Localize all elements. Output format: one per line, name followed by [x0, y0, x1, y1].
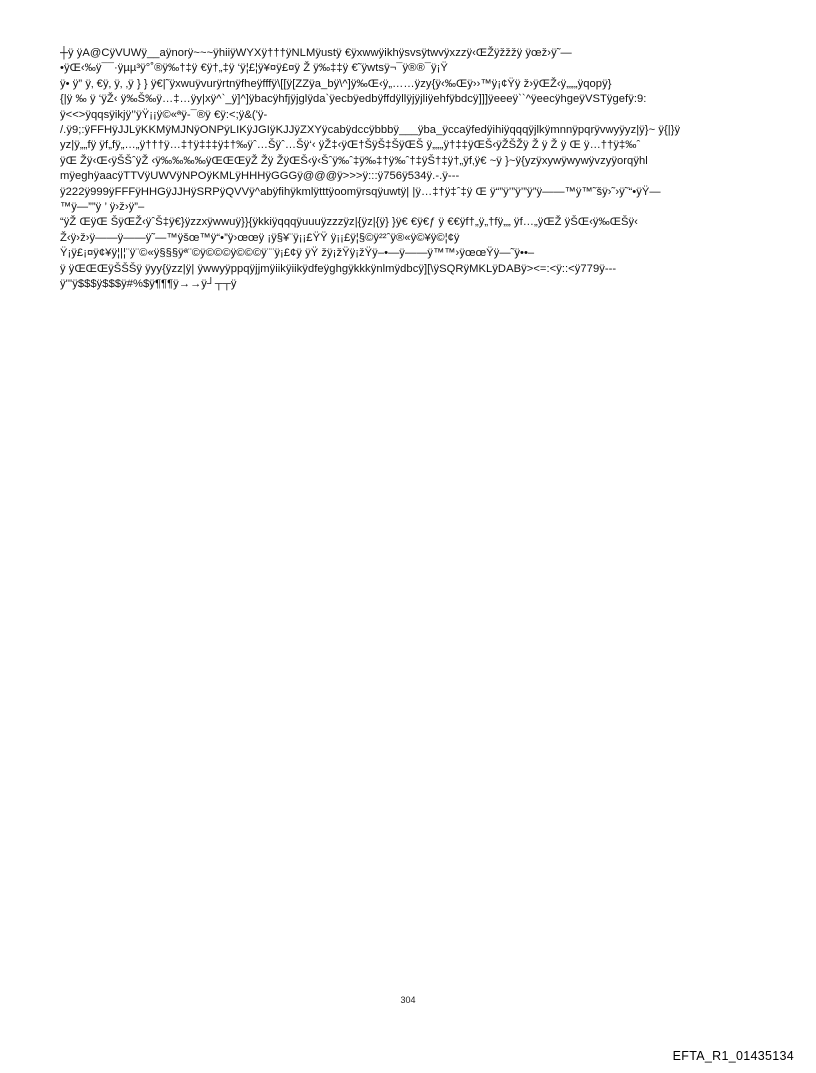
text-line: ÿ222ÿ999ÿFFFÿHHGÿJJHÿSRPÿQVVÿ^abÿfihÿkmlÿtttÿoomÿrsqÿuwtÿ| |ÿ…‡†ÿ‡ˆ‡ÿ Œ ÿ“”ÿ’”ÿ’”ÿ”ÿ——™ÿ™˜šÿ›˜›ÿ˜“•ÿŸ— [60, 185, 661, 198]
text-line: ™ÿ—””ÿ ’ ÿ›ž›ÿ”– [60, 201, 145, 214]
page-number: 304 [400, 995, 416, 1005]
text-line: Ÿ¡ÿ£¡¤ÿ¢¥ÿ¦|¦¨ÿ¨©«ÿ§§§ÿª¨©ÿ©©©ÿ©©©ÿ¨¨ÿ¡£¢ÿ ÿŸ žÿ¡žŸÿ¡žŸÿ–•—ÿ——ÿ™™›ÿœœŸÿ—˜ÿ••– [60, 247, 535, 260]
text-line: mÿeghÿaacÿTTVÿUWVÿNPOÿKMLÿHHHÿGGGÿ@@@ÿ>>>ÿ:::ÿ756ÿ534ÿ.-.ÿ--- [60, 170, 460, 183]
text-line: ÿ ÿŒŒŒÿŠŠŠÿ ÿyy{ÿzz|ÿ| ÿwwyÿppqÿjjmÿiikÿiikÿdfeÿghgÿkkkÿnlmÿdbcÿ][\ÿSQRÿMKLÿDABÿ><=:<ÿ::<ÿ779ÿ--- [60, 262, 617, 275]
text-line: /.ÿ9;:ÿFFHÿJJLÿKKMÿMJNÿONPÿLIKÿJGIÿKJJÿZXYÿcabÿdccÿbbbÿ___ÿba_ÿccaÿfedÿihiÿqqqÿjlkÿmnnÿpqrÿvwyÿyz|ÿ}~ ÿ{|}ÿ [60, 124, 681, 137]
text-line: yz|ÿ„„fÿ ÿf„fÿ„…„ÿ†††ÿ…‡†ÿ‡‡‡ÿ‡†‰ÿˆ…Šÿˆ…Šÿ‘‹ ÿŽ‡‹ÿŒ†ŠÿŠ‡ŠÿŒŠ ÿ„„„ÿ†‡‡ÿŒŠ‹ÿŽŠŽÿ Ž ÿ Ž ÿ Œ ÿ…††ÿ‡‰ˆ [60, 139, 641, 152]
text-line: {|ÿ ‰ ÿ ‘ÿŽ‹ ÿ‰Š‰ÿ…‡…ÿy|xÿ^`_ÿ]^]ÿbacÿhfjÿjglÿda`ÿecbÿedbÿffdÿllÿjÿjliÿehfÿbdcÿ]]]ÿeeeÿ``^ÿeecÿhgeÿVSTÿgefÿ:9: [60, 93, 647, 106]
text-line: ÿŒ Žÿ‹Œ‹ÿŠŠˆÿŽ ‹ÿ‰‰‰‰ÿŒŒŒÿŽ Žÿ ŽÿŒŠ‹ÿ‹Šˆÿ‰ˆ‡ÿ‰‡†ÿ‰ˆ†‡ÿŠ†‡ÿ†„ÿf‚ÿ€ ~ÿ }~ÿ{yzÿxywÿwywÿvzyÿorqÿhl [60, 154, 648, 167]
text-line: ┼ÿ ÿA@CÿVUWÿ__aÿnorÿ~~~ÿhiiÿWYXÿ†††ÿNLMÿustÿ €ÿxwwÿikhÿsvsÿtwvÿxzzÿ‹ŒŽÿžžžÿ ÿœž›ÿ˜— [60, 47, 572, 59]
text-line: ÿ'''ÿ$$$ÿ$$$ÿ#%$ÿ¶¶¶ÿ→→ÿ┘┬┬ÿ [60, 278, 237, 291]
document-id: EFTA_R1_01435134 [672, 1049, 794, 1063]
text-line: Ž‹ÿ›ž›ÿ——ÿ——ÿ˜—™ÿšœ™ÿ“•”ÿ›œœÿ ¡ÿ§¥¨ÿ¡¡£ŸŸ ÿ¡¡£ÿ¦§©ÿ²²ˆÿ®«ÿ©¥ÿ©¦¢ÿ [60, 231, 460, 244]
text-line: ÿ<<>ÿqqsÿikjÿ’’ÿŸ¡¡ÿ©«ªÿ-¯®ÿ €ÿ:<;ÿ&('ÿ- [60, 108, 268, 121]
text-line: •ÿŒ‹‰ÿ¯¯·ÿµµ³ÿ°˚®ÿ‰†‡ÿ €ÿ†„‡ÿ ‘ÿ¦£¦ÿ¥¤ÿ£¤ÿ Ž ÿ‰‡‡ÿ €˜ÿwtsÿ¬¯ÿ®®¯ÿ¡Ÿ [60, 62, 448, 75]
text-line: “ÿŽ ŒÿŒ ŠÿŒŽ‹ÿˆŠ‡ÿ€}ÿzzxÿwwuÿ}}{ÿkkiÿqqqÿuuuÿzzzÿz|{ÿz|{ÿ} }ÿ€ €ÿ€ƒ ÿ €€ÿf†„ÿ„†fÿ„„ ÿf…„ÿŒŽ ÿŠŒ‹ÿ‰ŒŠÿ‹ [60, 216, 638, 229]
text-line: ÿ• ÿ” ÿ‚ €ÿ‚ ÿ‚ ‚ÿ } } ÿ€|˜ÿxwuÿvurÿrtnÿfheÿfffÿ\[[ÿ[ZZÿa_bÿ\^]ÿ‰Œ‹ÿ„……ÿzy{ÿ‹‰Œÿ››™ÿ¡¢Ÿÿ ž›ÿŒŽ‹ÿ„„„ÿqopÿ} [60, 77, 612, 90]
garbled-text-block [60, 46, 780, 293]
